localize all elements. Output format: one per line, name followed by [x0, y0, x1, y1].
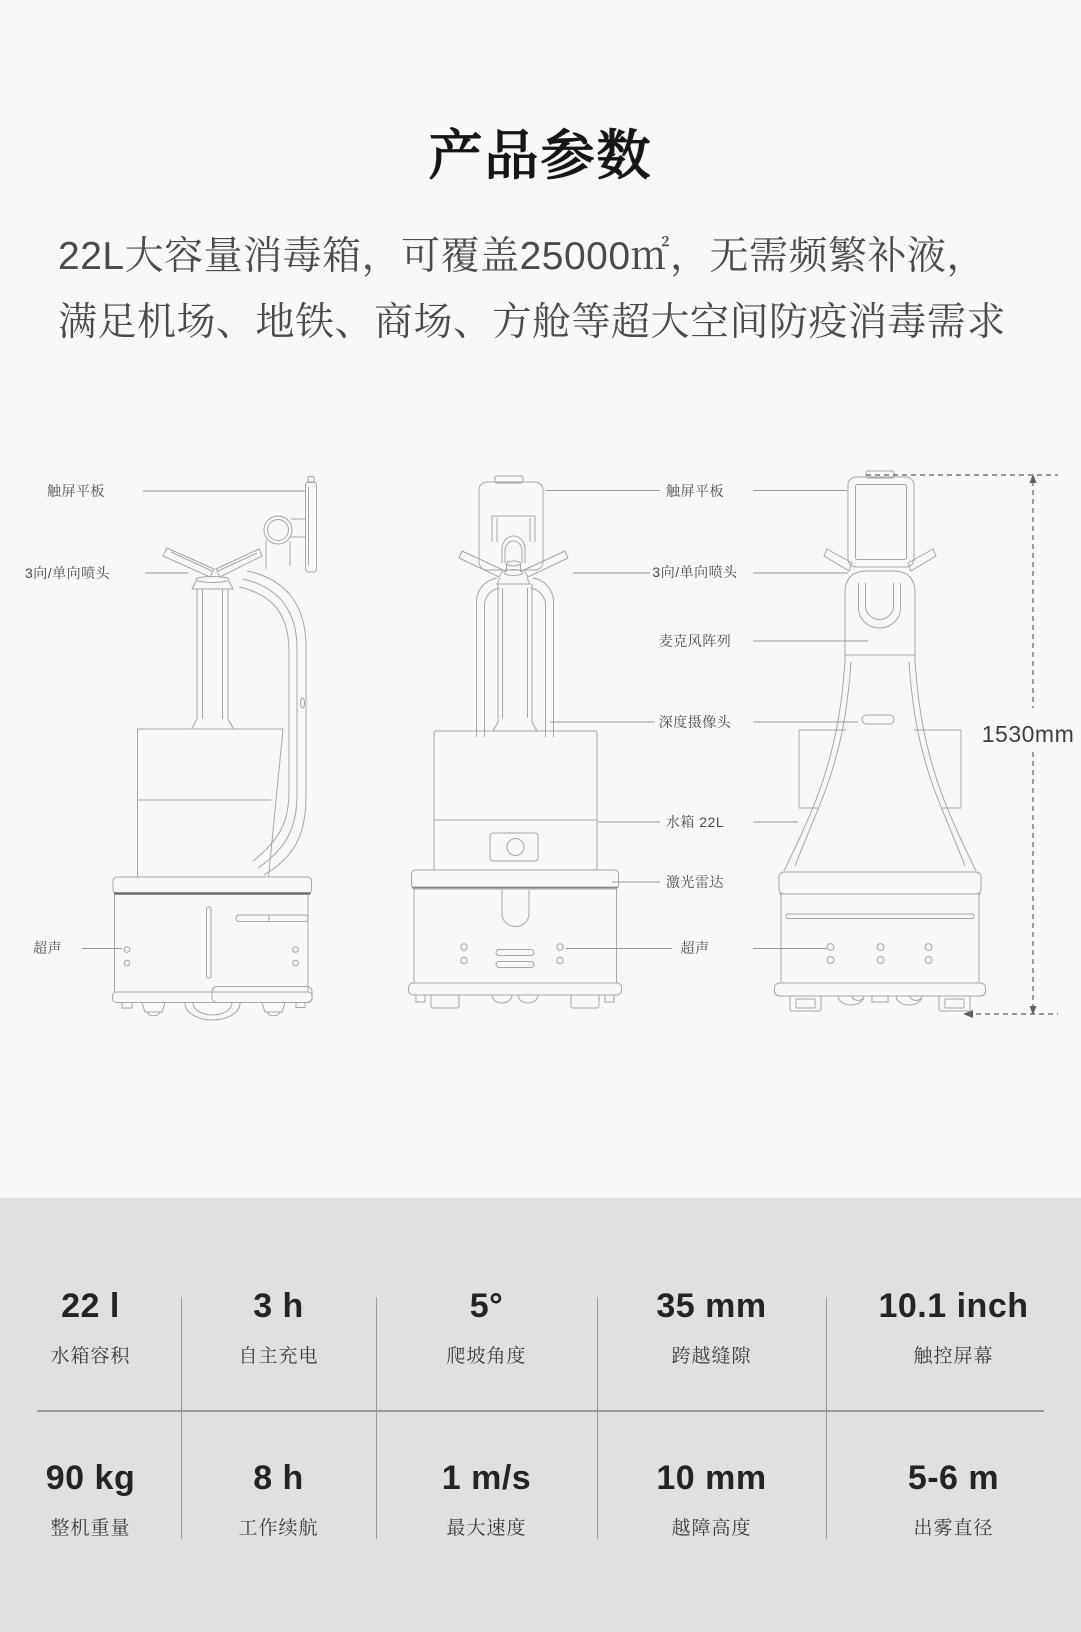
spec-battery-life — [181, 1458, 376, 1540]
spec-gap-crossing — [597, 1286, 826, 1368]
spec-label: 自主充电 — [238, 1346, 319, 1367]
spec-value: 5-6 m — [907, 1459, 1000, 1497]
spec-label: 越障高度 — [671, 1518, 752, 1539]
page-title: 产品参数 — [428, 126, 653, 186]
spec-label: 触控屏幕 — [913, 1346, 994, 1367]
robot-front-view-drawing — [409, 476, 622, 1008]
specs-section — [0, 1198, 1081, 1632]
label-ultrasonic-left: 超声 — [33, 940, 62, 956]
spec-touch-screen — [826, 1286, 1081, 1368]
label-tablet-left: 触屏平板 — [47, 483, 105, 499]
label-water-tank: 水箱 22L — [665, 814, 725, 830]
spec-value: 8 h — [253, 1459, 304, 1497]
spec-value: 22 l — [61, 1287, 120, 1325]
label-nozzle-left: 3向/单向喷头 — [25, 565, 111, 581]
subtitle-line-1: 22L大容量消毒箱，可覆盖25000㎡，无需频繁补液， — [58, 235, 987, 278]
spec-value: 1 m/s — [441, 1459, 532, 1497]
dimension-label: 1530mm — [981, 721, 1075, 747]
label-mic-array: 麦克风阵列 — [658, 633, 732, 649]
label-ultrasonic-center: 超声 — [680, 940, 710, 956]
label-lidar: 激光雷达 — [666, 874, 724, 890]
spec-weight — [0, 1458, 181, 1540]
spec-value: 10.1 inch — [878, 1287, 1029, 1325]
spec-obstacle-height — [597, 1458, 826, 1540]
spec-label: 最大速度 — [446, 1518, 527, 1539]
spec-value: 5° — [469, 1287, 504, 1325]
spec-auto-charge — [181, 1286, 376, 1368]
robot-diagram — [0, 440, 1081, 1050]
spec-label: 爬坡角度 — [446, 1346, 527, 1367]
spec-value: 10 mm — [656, 1459, 767, 1497]
spec-label: 工作续航 — [238, 1518, 319, 1539]
label-tablet-center: 触屏平板 — [666, 483, 724, 499]
spec-climb-angle — [376, 1286, 597, 1368]
label-nozzle-center: 3向/单向喷头 — [652, 564, 738, 580]
robot-back-view-drawing — [775, 471, 986, 1011]
spec-label: 跨越缝隙 — [671, 1346, 752, 1367]
spec-fog-diameter — [826, 1458, 1081, 1540]
spec-label: 出雾直径 — [913, 1518, 994, 1539]
spec-value: 35 mm — [656, 1287, 767, 1325]
spec-value: 3 h — [253, 1287, 304, 1325]
spec-max-speed — [376, 1458, 597, 1540]
subtitle-line-2: 满足机场、地铁、商场、方舱等超大空间防疫消毒需求 — [58, 301, 1007, 344]
spec-value: 90 kg — [45, 1459, 136, 1497]
label-depth-camera: 深度摄像头 — [658, 714, 732, 730]
spec-tank-capacity — [0, 1286, 181, 1368]
row-divider — [37, 1410, 1044, 1412]
spec-label: 整机重量 — [50, 1518, 131, 1539]
spec-label: 水箱容积 — [50, 1346, 131, 1367]
robot-side-view-drawing — [113, 477, 317, 1020]
